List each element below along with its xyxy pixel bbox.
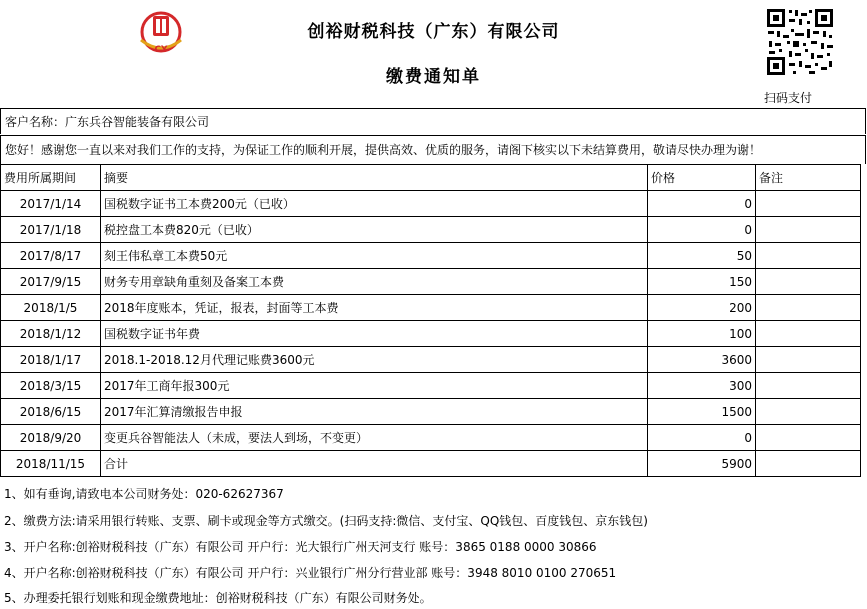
customer-name: 广东兵谷智能装备有限公司 [65, 115, 210, 129]
row-price: 0 [648, 217, 756, 243]
table-header-row [1, 165, 861, 191]
table-row [1, 191, 861, 217]
row-date: 2017/9/15 [1, 269, 101, 295]
total-row [1, 451, 861, 477]
row-price: 0 [648, 425, 756, 451]
row-summary: 国税数字证书年费 [101, 321, 648, 347]
row-remark [756, 243, 861, 269]
row-date: 2017/8/17 [1, 243, 101, 269]
note-line: 2、缴费方法:请采用银行转账、支票、刷卡或现金等方式缴交。(扫码支持:微信、支付宝、QQ钱包、百度钱包、京东钱包) [4, 514, 648, 528]
row-date: 2018/3/15 [1, 373, 101, 399]
row-price: 200 [648, 295, 756, 321]
payment-qr-code[interactable] [765, 7, 835, 77]
row-date: 2018/1/5 [1, 295, 101, 321]
row-date: 2017/1/18 [1, 217, 101, 243]
document-title: 缴费通知单 [386, 67, 481, 87]
row-date: 2018/9/20 [1, 425, 101, 451]
row-remark [756, 425, 861, 451]
row-date: 2018/6/15 [1, 399, 101, 425]
row-remark [756, 191, 861, 217]
document-header [0, 0, 867, 108]
total-amount: 5900 [648, 451, 756, 477]
scan-to-pay-label: 扫码支付 [764, 91, 813, 105]
header-summary: 摘要 [101, 165, 648, 191]
table-row [1, 425, 861, 451]
row-price: 150 [648, 269, 756, 295]
customer-row [0, 108, 866, 134]
row-date: 2018/1/17 [1, 347, 101, 373]
row-remark [756, 373, 861, 399]
row-price: 100 [648, 321, 756, 347]
svg-text:CY: CY [154, 45, 168, 55]
table-row [1, 243, 861, 269]
note-line: 3、开户名称:创裕财税科技（广东）有限公司 开户行：光大银行广州天河支行 账号：3865 0188 0000 30866 [4, 540, 597, 554]
row-date: 2017/1/14 [1, 191, 101, 217]
note-line: 5、办理委托银行划账和现金缴费地址：创裕财税科技（广东）有限公司财务处。 [4, 591, 432, 605]
fee-table [0, 164, 861, 477]
table-row [1, 295, 861, 321]
row-remark [756, 321, 861, 347]
table-row [1, 269, 861, 295]
row-price: 1500 [648, 399, 756, 425]
row-summary: 2017年汇算清缴报告申报 [101, 399, 648, 425]
note-line: 1、如有垂询,请致电本公司财务处：020-62627367 [4, 487, 284, 501]
greeting-row: 您好！感谢您一直以来对我们工作的支持，为保证工作的顺利开展，提供高效、优质的服务，请阁下核实以下未结算费用，敬请尽快办理为谢！ [0, 135, 866, 164]
header-period: 费用所属期间 [1, 165, 101, 191]
row-date: 2018/1/12 [1, 321, 101, 347]
total-date: 2018/11/15 [1, 451, 101, 477]
table-row [1, 373, 861, 399]
total-label: 合计 [101, 451, 648, 477]
row-remark [756, 399, 861, 425]
note-line: 4、开户名称:创裕财税科技（广东）有限公司 开户行：兴业银行广州分行营业部 账号：3948 8010 0100 270651 [4, 566, 617, 580]
row-remark [756, 347, 861, 373]
row-summary: 2018年度账本，凭证，报表，封面等工本费 [101, 295, 648, 321]
header-remark: 备注 [756, 165, 861, 191]
row-remark [756, 217, 861, 243]
row-summary: 税控盘工本费820元（已收） [101, 217, 648, 243]
table-row [1, 217, 861, 243]
row-price: 300 [648, 373, 756, 399]
row-price: 0 [648, 191, 756, 217]
row-remark [756, 269, 861, 295]
table-row [1, 399, 861, 425]
row-price: 3600 [648, 347, 756, 373]
company-name: 创裕财税科技（广东）有限公司 [307, 22, 560, 42]
table-row [1, 321, 861, 347]
row-summary: 刻王伟私章工本费50元 [101, 243, 648, 269]
row-remark [756, 295, 861, 321]
row-summary: 2017年工商年报300元 [101, 373, 648, 399]
header-price: 价格 [648, 165, 756, 191]
customer-label: 客户名称： [5, 115, 66, 129]
row-summary: 财务专用章缺角重刻及备案工本费 [101, 269, 648, 295]
row-summary: 国税数字证书工本费200元（已收） [101, 191, 648, 217]
row-price: 50 [648, 243, 756, 269]
total-remark [756, 451, 861, 477]
row-summary: 变更兵谷智能法人（未成，要法人到场，不变更） [101, 425, 648, 451]
row-summary: 2018.1-2018.12月代理记账费3600元 [101, 347, 648, 373]
table-row [1, 347, 861, 373]
